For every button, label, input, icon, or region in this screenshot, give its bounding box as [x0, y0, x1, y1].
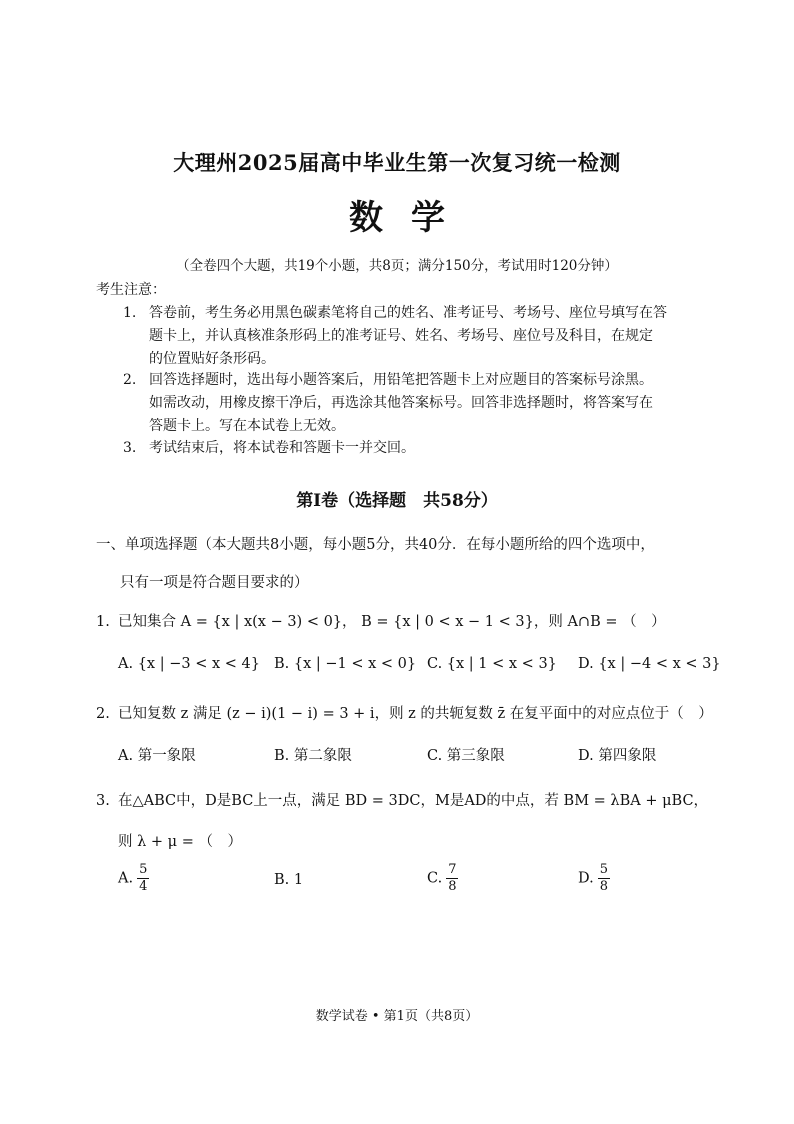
- page-footer: 数学试卷 • 第1页（共8页）: [315, 1009, 479, 1024]
- notice-line: 的位置贴好条形码。: [149, 351, 275, 367]
- q1-option-c: C. {x | 1 < x < 3}: [427, 656, 557, 672]
- question-number: 1.: [96, 614, 110, 630]
- fraction: $\frac{5}{4}$: [139, 862, 148, 894]
- notice-line: 答题卡上。写在本试卷上无效。: [149, 418, 345, 434]
- notice-item-3: [123, 437, 415, 457]
- question-3: [96, 789, 708, 810]
- notice-item-2: [123, 369, 653, 389]
- question-number: 3.: [96, 793, 110, 809]
- question-text: 在△ABC中，D是BC上一点，满足 BD = 3DC，M是AD的中点，若 BM = λBA + μBC，: [118, 793, 709, 809]
- notices-heading: 考生注意：: [96, 282, 166, 298]
- fraction: $\frac{7}{8}$: [448, 862, 457, 894]
- question-1: [96, 610, 666, 631]
- q3-option-c: C. $\frac{7}{8}$: [427, 862, 457, 894]
- subject-title: 数学: [349, 198, 473, 238]
- q2-option-a: A. 第一象限: [118, 748, 196, 764]
- q2-option-c: C. 第三象限: [427, 748, 505, 764]
- section-heading-cont: 只有一项是符合题目要求的）: [120, 575, 309, 591]
- notice-line: 考试结束后，将本试卷和答题卡一并交回。: [149, 440, 415, 456]
- notice-line: 如需改动，用橡皮擦干净后，再选涂其他答案标号。回答非选择题时，将答案写在: [149, 395, 653, 411]
- notice-line: 回答选择题时，选出每小题答案后，用铅笔把答题卡上对应题目的答案标号涂黑。: [149, 372, 653, 388]
- question-2: [96, 702, 713, 723]
- exam-title: 大理州2025届高中毕业生第一次复习统一检测: [173, 150, 621, 175]
- notice-number: 1.: [123, 305, 137, 321]
- exam-info: （全卷四个大题，共19个小题，共8页；满分150分，考试用时120分钟）: [176, 258, 618, 274]
- q3-option-a: A. $\frac{5}{4}$: [118, 862, 148, 894]
- part-title: 第Ⅰ卷（选择题 共58分）: [296, 491, 498, 511]
- notice-line: 答卷前，考生务必用黑色碳素笔将自己的姓名、准考证号、考场号、座位号填写在答: [149, 305, 667, 321]
- notice-number: 2.: [123, 372, 137, 388]
- q1-option-a: A. {x | −3 < x < 4}: [118, 656, 260, 672]
- question-text: 已知集合 A = {x | x(x − 3) < 0}， B = {x | 0 < x − 1 < 3}，则 A∩B = （ ）: [118, 614, 666, 630]
- q1-option-b: B. {x | −1 < x < 0}: [274, 656, 417, 672]
- q2-option-b: B. 第二象限: [274, 748, 352, 764]
- question-text: 已知复数 z 满足 (z − i)(1 − i) = 3 + i，则 z 的共轭复数 z̄ 在复平面中的对应点位于（ ）: [118, 706, 713, 722]
- notice-line: 题卡上，并认真核准条形码上的准考证号、姓名、考场号、座位号及科目，在规定: [149, 328, 653, 344]
- q3-option-b: B. 1: [274, 872, 304, 888]
- q2-option-d: D. 第四象限: [578, 748, 657, 764]
- question-number: 2.: [96, 706, 110, 722]
- question-3-cont: 则 λ + μ = （ ）: [118, 834, 242, 850]
- fraction: $\frac{5}{8}$: [599, 862, 608, 894]
- notice-number: 3.: [123, 440, 137, 456]
- q1-option-d: D. {x | −4 < x < 3}: [578, 656, 721, 672]
- notice-item-1: [123, 302, 667, 322]
- q3-option-d: D. $\frac{5}{8}$: [578, 862, 608, 894]
- section-heading: 一、单项选择题（本大题共8小题，每小题5分，共40分．在每小题所给的四个选项中，: [96, 537, 655, 553]
